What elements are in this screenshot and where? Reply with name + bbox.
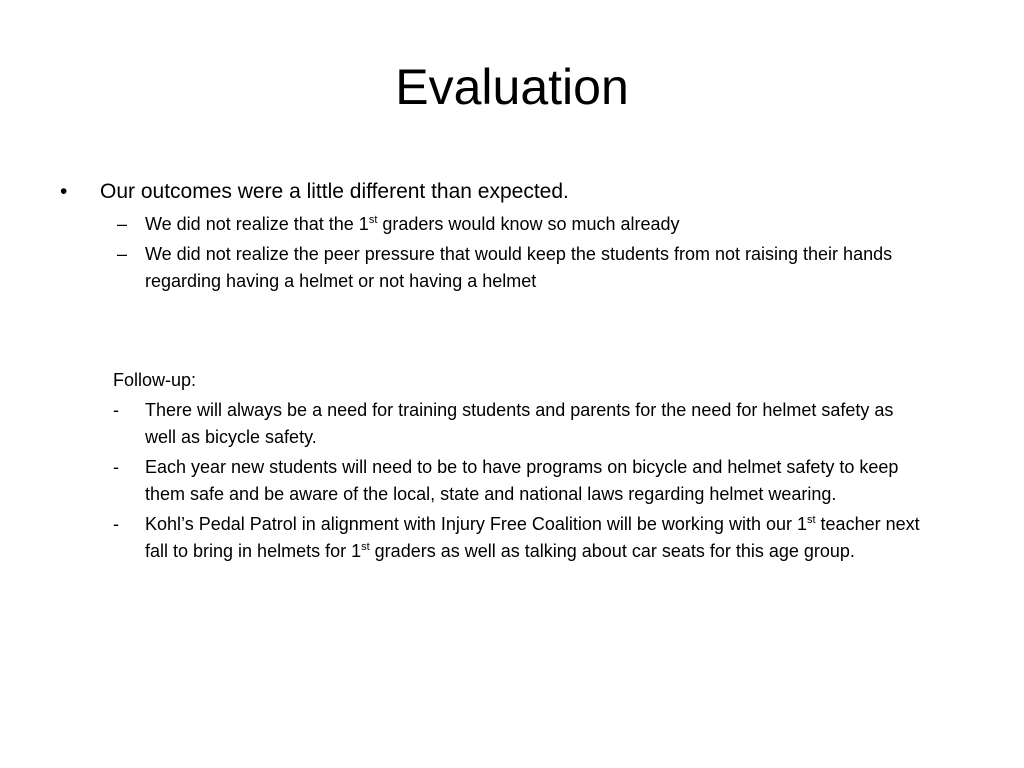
- followup-item-3-superscript-1: st: [806, 514, 816, 526]
- sub-bullet-marker: –: [117, 244, 128, 264]
- followup-heading: Follow-up:: [113, 370, 197, 390]
- followup-item-3-superscript-2: st: [361, 541, 370, 553]
- sub-bullet-2-text: We did not realize the peer pressure that would keep the students from not raising their hands regarding having a helmet or not having a helmet: [145, 244, 893, 291]
- dash-marker: -: [113, 457, 119, 477]
- followup-item-1: [113, 397, 920, 451]
- dash-marker: -: [113, 514, 119, 534]
- sub-bullet-1-text-after: graders would know so much already: [377, 214, 680, 234]
- slide-content: [60, 176, 920, 565]
- followup-item-3-part3: graders as well as talking about car seats for this age group.: [369, 541, 855, 561]
- followup-item-2-text: Each year new students will need to be to have programs on bicycle and helmet safety to keep them safe and be aware of the local, state and national laws regarding helmet wearing.: [145, 457, 899, 504]
- sub-bullet-list: [60, 211, 920, 295]
- followup-item-3-part1: Kohl’s Pedal Patrol in alignment with Injury Free Coalition will be working with our 1: [145, 514, 807, 534]
- sub-bullet-1: [117, 211, 920, 238]
- sub-bullet-1-text-before: We did not realize that the 1: [145, 214, 369, 234]
- main-bullet-text: Our outcomes were a little different than expected.: [100, 180, 569, 203]
- followup-item-1-text: There will always be a need for training students and parents for the need for helmet safety as well as bicycle safety.: [145, 400, 894, 447]
- bullet-marker: •: [60, 180, 68, 203]
- followup-item-3-part2: teacher next fall to bring in helmets for 1: [145, 514, 920, 561]
- sub-bullet-1-superscript: st: [368, 214, 378, 226]
- sub-bullet-marker: –: [117, 214, 128, 234]
- followup-item-2: [113, 454, 920, 508]
- sub-bullet-2: [117, 241, 920, 295]
- followup-section: [113, 367, 920, 565]
- dash-marker: -: [113, 400, 119, 420]
- slide-title: Evaluation: [395, 59, 629, 115]
- followup-item-3: [113, 511, 920, 565]
- main-bullet: [60, 176, 920, 208]
